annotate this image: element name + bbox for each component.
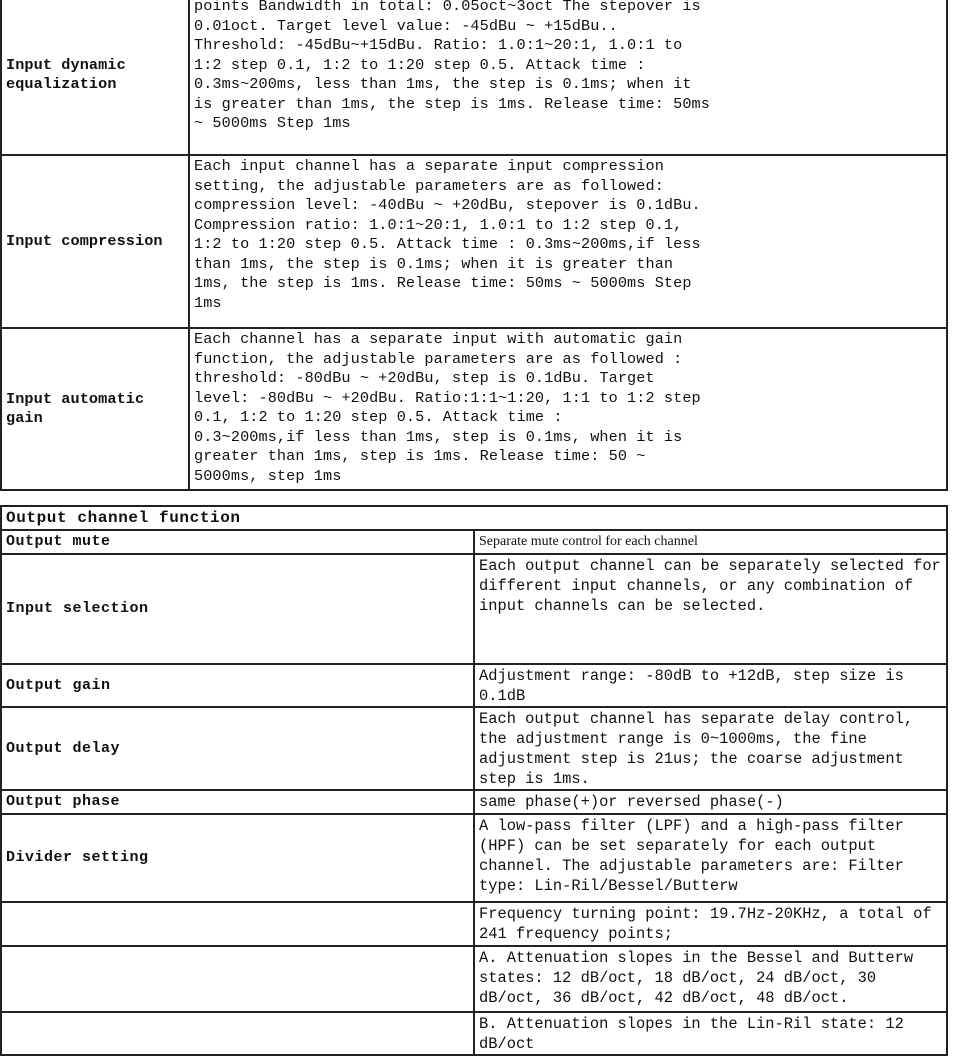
input-functions-table <box>0 0 948 491</box>
row-label: Input dynamic equalization <box>1 0 189 155</box>
desc-line: 1ms, the step is 1ms. Release time: 50ms ~ 5000ms Step <box>194 274 692 292</box>
output-functions-table <box>0 505 948 1056</box>
table-row-input-compression <box>1 155 947 328</box>
table-row-input-automatic-gain <box>1 328 947 490</box>
table-row-output-gain <box>1 664 947 707</box>
table-row-output-delay <box>1 707 947 790</box>
table-row-input-selection <box>1 554 947 664</box>
desc-line: ~ 5000ms Step 1ms <box>194 114 351 132</box>
desc-line: 0.3~200ms,if less than 1ms, step is 0.1ms, when it is <box>194 427 683 446</box>
row-label: Input compression <box>1 155 189 328</box>
row-description <box>189 328 947 490</box>
row-description: A. Attenuation slopes in the Bessel and Butterw states: 12 dB/oct, 18 dB/oct, 24 dB/oct, 30 dB/oct, 36 dB/oct, 42 dB/oct, 48 dB/oct. <box>474 946 947 1012</box>
desc-line: Each channel has a separate input with automatic gain <box>194 330 683 348</box>
desc-line: 1ms <box>194 293 222 312</box>
desc-line: 0.3ms~200ms, less than 1ms, the step is 0.1ms; when it <box>194 75 692 93</box>
row-label: Output gain <box>1 664 474 707</box>
row-description <box>189 0 947 155</box>
desc-line: 5000ms, step 1ms <box>194 466 342 485</box>
section-header-row <box>1 506 947 530</box>
desc-line: 0.1, 1:2 to 1:20 step 0.5. Attack time : <box>194 408 563 426</box>
row-label: Output phase <box>1 790 474 814</box>
table-row-attenuation-a <box>1 946 947 1012</box>
table-row-attenuation-b <box>1 1012 947 1055</box>
desc-line: 0.01oct. Target level value: -45dBu ~ +15dBu.. <box>194 16 618 35</box>
row-label: Input automatic gain <box>1 328 189 490</box>
row-description: A low-pass filter (LPF) and a high-pass filter (HPF) can be set separately for each output channel. The adjustable parameters are: Filter type: Lin-Ril/Bessel/Butterw <box>474 814 947 902</box>
row-label: Output delay <box>1 707 474 790</box>
row-label: Output mute <box>1 530 474 554</box>
desc-line: Threshold: -45dBu~+15dBu. Ratio: 1.0:1~20:1, 1.0:1 to <box>194 36 683 54</box>
desc-line: is greater than 1ms, the step is 1ms. Release time: 50ms <box>194 94 710 113</box>
table-row-input-dynamic-eq <box>1 0 947 155</box>
row-description <box>189 155 947 328</box>
desc-line: Compression ratio: 1.0:1~20:1, 1.0:1 to 1:2 step 0.1, <box>194 215 683 234</box>
table-row-divider-setting <box>1 814 947 902</box>
desc-line: threshold: -80dBu ~ +20dBu, step is 0.1dBu. Target <box>194 369 655 387</box>
row-description: Frequency turning point: 19.7Hz-20KHz, a total of 241 frequency points; <box>474 902 947 946</box>
section-header: Output channel function <box>1 506 947 530</box>
desc-line: points Bandwidth in total: 0.05oct~3oct The stepover is <box>194 0 701 15</box>
table-row-frequency-point <box>1 902 947 946</box>
row-label <box>1 1012 474 1055</box>
desc-line: level: -80dBu ~ +20dBu. Ratio:1:1~1:20, 1:1 to 1:2 step <box>194 388 701 407</box>
desc-line: Each input channel has a separate input compression <box>194 157 664 175</box>
desc-line: function, the adjustable parameters are as followed : <box>194 349 683 368</box>
row-label <box>1 946 474 1012</box>
row-label: Input selection <box>1 554 474 664</box>
desc-line: than 1ms, the step is 0.1ms; when it is greater than <box>194 254 674 273</box>
row-description: Each output channel has separate delay control, the adjustment range is 0~1000ms, the fine adjustment step is 21us; the coarse adjustment step is 1ms. <box>474 707 947 790</box>
desc-line: greater than 1ms, step is 1ms. Release time: 50 ~ <box>194 447 646 465</box>
row-description: Adjustment range: -80dB to +12dB, step size is 0.1dB <box>474 664 947 707</box>
row-description: B. Attenuation slopes in the Lin-Ril state: 12 dB/oct <box>474 1012 947 1055</box>
row-description: Each output channel can be separately selected for different input channels, or any combination of input channels can be selected. <box>474 554 947 664</box>
row-description: Separate mute control for each channel <box>474 530 947 554</box>
row-description: same phase(+)or reversed phase(-) <box>474 790 947 814</box>
desc-line: compression level: -40dBu ~ +20dBu, stepover is 0.1dBu. <box>194 196 701 214</box>
row-label <box>1 902 474 946</box>
table-row-output-mute <box>1 530 947 554</box>
desc-line: 1:2 step 0.1, 1:2 to 1:20 step 0.5. Attack time : <box>194 55 646 74</box>
desc-line: setting, the adjustable parameters are as followed: <box>194 176 664 195</box>
table-row-output-phase <box>1 790 947 814</box>
row-label: Divider setting <box>1 814 474 902</box>
desc-line: 1:2 to 1:20 step 0.5. Attack time : 0.3ms~200ms,if less <box>194 235 701 253</box>
